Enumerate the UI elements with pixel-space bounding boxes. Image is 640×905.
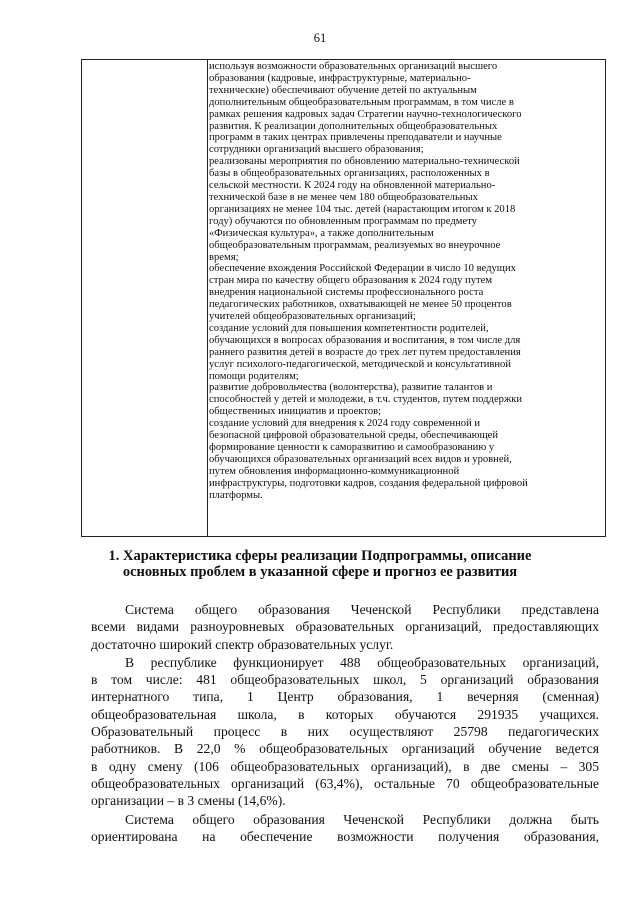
paragraph-2-line: в одну смену (106 общеобразовательных организаций), в две смены – 305 [91,758,599,774]
paragraph-3-line: ориентирована на обеспечение возможности получения образования, [91,828,599,844]
table-line: внедрения национальной системы профессионального роста [209,287,484,299]
table-line: платформы. [209,489,263,501]
table-line: инфраструктуры, подготовки кадров, создания федеральной цифровой [209,477,528,489]
program-table [81,59,606,537]
table-line: рамках решения кадровых задач Стратегии научно-технологического [209,108,522,120]
paragraph-2-line: интернатного типа, 1 Центр образования, 1 вечерняя (сменная) [91,689,599,705]
paragraph-1-line: Система общего образования Чеченской Республики представлена [125,602,599,617]
body-text [91,601,599,845]
table-line: обеспечение вхождения Российской Федерации в число 10 ведущих [209,263,516,275]
page-number: 61 [313,31,327,45]
paragraph-2-line: организации – в 3 смены (14,6%). [91,793,286,809]
table-line: развития. К реализации дополнительных общеобразовательных [209,120,498,132]
table-line: безопасной цифровой образовательной среды, обеспечивающей [209,430,499,442]
table-line: помощи родителям; [209,370,299,382]
section-heading-line-2: основных проблем в указанной сфере и прогноз ее развития [122,564,518,580]
table-line: раннего развития детей в возрасте до трех лет путем предоставления [209,346,521,358]
table-line: программ в таких центрах привлечены преподаватели и научные [209,132,502,144]
table-line: учителей общеобразовательных организаций; [209,311,416,323]
table-line: организациях не менее 104 тыс. детей (нарастающим итогом к 2018 [209,203,516,215]
table-line: технические) обеспечивают обучение детей по актуальным [209,84,477,96]
table-line: используя возможности образовательных организаций высшего [209,61,498,72]
table-line: формирование ценности к саморазвитию и самообразованию у [209,442,495,453]
section-heading [0,548,640,580]
table-line: технической базе в не менее чем 180 общеобразовательных [209,191,478,203]
paragraph-2-line: В республике функционирует 488 общеобразовательных организаций, [125,654,599,670]
table-line: сельской местности. К 2024 году на обновленной материально- [209,180,496,192]
table-line: путем обновления информационно-коммуникационной [209,465,460,477]
table-line: обучающихся в вопросах образования и воспитания, в том числе для [209,334,521,346]
table-line: услуг психолого-педагогической, методической и консультативной [209,358,512,370]
paragraph-3-line: Система общего образования Чеченской Республики должна быть [125,811,599,827]
table-line: году) обучаются по обновленным программам по предмету [209,215,477,227]
paragraph-2-line: работников. В 22,0 % общеобразовательных организаций обучение ведется [91,741,599,757]
paragraph-2-line: Образовательный процесс в них осуществляют 25798 педагогических [91,724,599,740]
table-line: реализованы мероприятия по обновлению материально-технической [209,156,520,168]
table-line: «Физическая культура», а также дополнительным [209,227,434,239]
table-line: сотрудники организаций высшего образования; [209,144,424,156]
table-line: образования (кадровые, инфраструктурные, материально- [209,72,471,84]
table-line: стран мира по качеству общего образования к 2024 году путем [209,275,493,287]
table-right-cell [209,60,601,536]
table-line: педагогических работников, охватывающей не менее 50 процентов [209,299,512,311]
table-left-cell [82,60,208,536]
table-line: создание условий для внедрения к 2024 году современной и [209,418,481,430]
table-line: обучающихся образовательных организаций всех видов и уровней, [209,453,512,465]
table-line: общеобразовательным программам, реализуемых во внеурочное [209,239,501,251]
table-line: способностей у детей и молодежи, в т.ч. студентов, путем поддержки [209,394,523,406]
table-line: дополнительным общеобразовательным программам, в том числе в [209,96,514,108]
paragraph-1-line: достаточно широкий спектр образовательных услуг. [91,636,394,652]
table-line: время; [209,251,239,263]
table-line: базы в общеобразовательных организациях, расположенных в [209,168,490,180]
paragraph-2-line: в том числе: 481 общеобразовательных школ, 5 организаций образования [91,672,599,688]
section-heading-line-1: 1. Характеристика сферы реализации Подпрограммы, описание [108,548,532,564]
paragraph-2-line: общеобразовательных организаций (63,4%), остальные 70 общеобразовательные [91,775,599,791]
table-line: общественных инициатив и проектов; [209,406,382,418]
table-line: создание условий для повышения компетентности родителей, [209,322,489,334]
table-line: развитие добровольчества (волонтерства), развитие талантов и [209,382,493,394]
paragraph-1-line: всеми видами разноуровневых образовательных организаций, предоставляющих [91,619,599,635]
paragraph-2-line: общеобразовательная школа, в которых обучаются 291935 учащихся. [91,706,599,722]
